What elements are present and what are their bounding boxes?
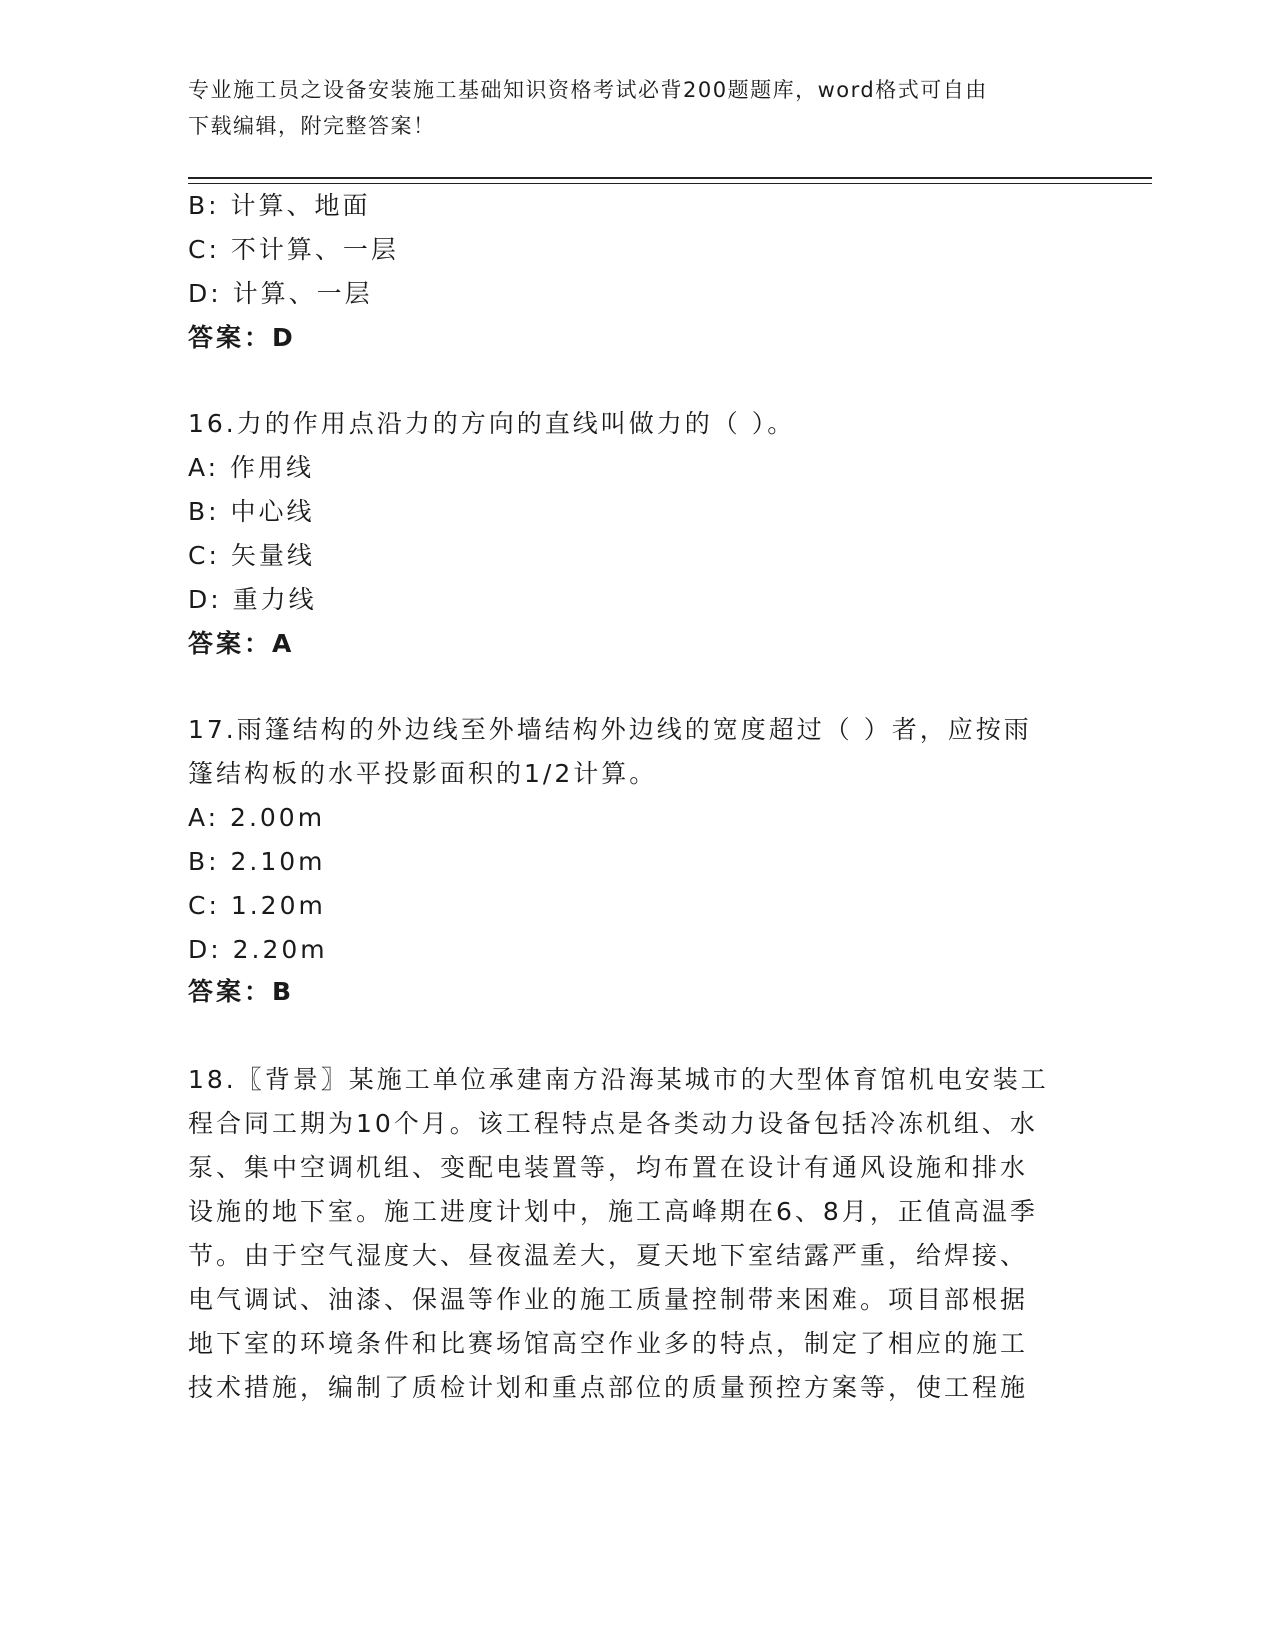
q18-line-2: 程合同工期为10个月。该工程特点是各类动力设备包括冷冻机组、水 xyxy=(188,1109,1038,1138)
header-line-1: 专业施工员之设备安装施工基础知识资格考试必背200题题库，word格式可自由 xyxy=(188,78,988,102)
q18-line-1: 18.〖背景〗某施工单位承建南方沿海某城市的大型体育馆机电安装工 xyxy=(188,1065,1049,1094)
q17-option-c: C: 1.20m xyxy=(188,891,326,920)
q17-option-a: A: 2.00m xyxy=(188,803,326,832)
q16-option-c: C: 矢量线 xyxy=(188,541,315,570)
q18-line-7: 地下室的环境条件和比赛场馆高空作业多的特点，制定了相应的施工 xyxy=(188,1329,1029,1358)
document-header xyxy=(188,72,1088,144)
q16-stem: 16.力的作用点沿力的方向的直线叫做力的（ ）。 xyxy=(188,409,796,438)
q16-answer: 答案：A xyxy=(188,629,295,658)
q18-line-4: 设施的地下室。施工进度计划中，施工高峰期在6、8月，正值高温季 xyxy=(188,1197,1038,1226)
header-rule-thin xyxy=(188,183,1152,184)
q17-option-b: B: 2.10m xyxy=(188,847,326,876)
q18-line-3: 泵、集中空调机组、变配电装置等，均布置在设计有通风设施和排水 xyxy=(188,1153,1029,1182)
q18-line-6: 电气调试、油漆、保温等作业的施工质量控制带来困难。项目部根据 xyxy=(188,1285,1029,1314)
q17-stem-line-1: 17.雨篷结构的外边线至外墙结构外边线的宽度超过（ ）者，应按雨 xyxy=(188,715,1032,744)
q15-option-d: D: 计算、一层 xyxy=(188,279,373,308)
q16-option-b: B: 中心线 xyxy=(188,497,315,526)
header-line-2: 下载编辑，附完整答案！ xyxy=(188,114,436,138)
q17-stem-line-2: 篷结构板的水平投影面积的1/2计算。 xyxy=(188,759,658,788)
q16-option-d: D: 重力线 xyxy=(188,585,317,614)
q17-answer: 答案：B xyxy=(188,977,295,1006)
q15-option-b: B: 计算、地面 xyxy=(188,191,371,220)
q15-answer: 答案：D xyxy=(188,323,296,352)
q18-line-5: 节。由于空气湿度大、昼夜温差大，夏天地下室结露严重，给焊接、 xyxy=(188,1241,1029,1270)
q17-option-d: D: 2.20m xyxy=(188,935,328,964)
q16-option-a: A: 作用线 xyxy=(188,453,315,482)
header-rule-thick xyxy=(188,177,1152,179)
q18-line-8: 技术措施，编制了质检计划和重点部位的质量预控方案等，使工程施 xyxy=(188,1373,1029,1402)
q15-option-c: C: 不计算、一层 xyxy=(188,235,399,264)
